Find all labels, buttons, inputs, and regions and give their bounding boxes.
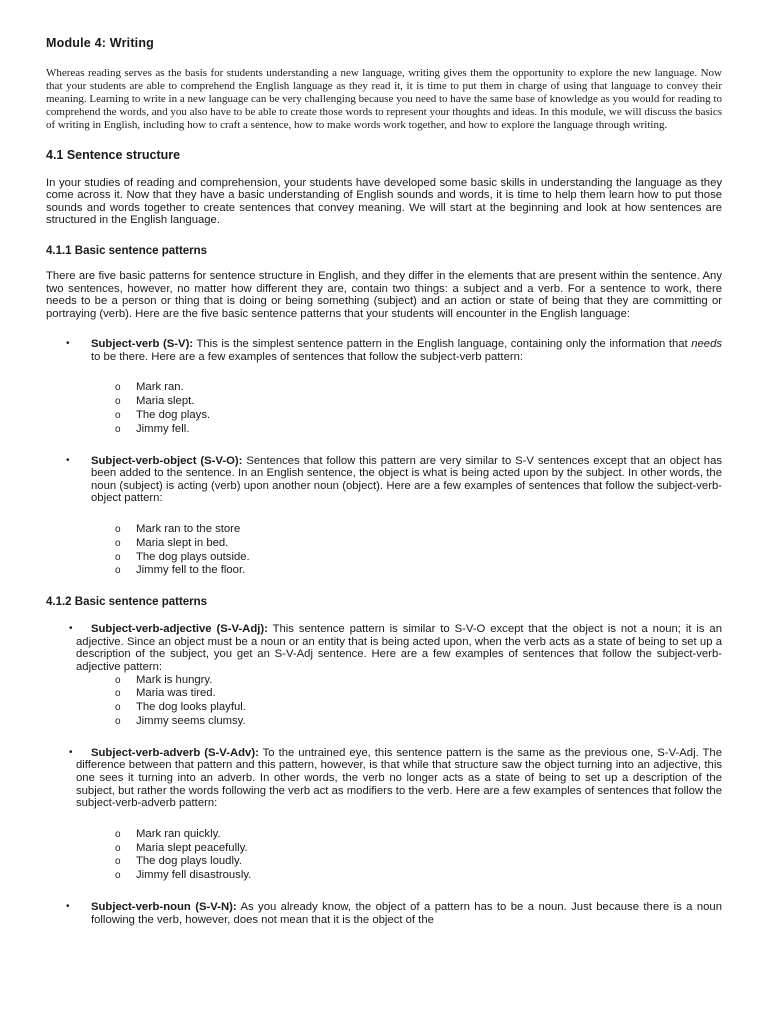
pattern-item-s-v-n	[46, 901, 722, 926]
example-item: o The dog looks playful.	[115, 701, 246, 714]
example-item: o Maria was tired.	[115, 687, 216, 700]
emphasis: needs	[691, 338, 722, 351]
circle-bullet-icon: o	[115, 382, 121, 394]
example-item: o The dog plays loudly.	[115, 855, 242, 868]
bullet-icon: •	[66, 454, 70, 466]
pattern-item-s-v	[46, 338, 722, 363]
example-item: o Jimmy seems clumsy.	[115, 714, 246, 727]
section-4-1-1-body: There are five basic patterns for sentence structure in English, and they differ in the elements that are present within the sentence. Any two sentences, however, no matter how different they are, contain two things: a subject and a verb. For a sentence to work, there needs to be a person or thing that is doing or being something (subject) and an action or state of being that they are committing or portraying (verb). Here are the five basic sentence patterns that your students will encounter in the English language:	[46, 269, 722, 320]
pattern-label: Subject-verb-adverb (S-V-Adv):	[91, 746, 259, 759]
example-item: o The dog plays.	[115, 409, 211, 422]
example-item: o Maria slept.	[115, 395, 195, 408]
pattern-label: Subject-verb-object (S-V-O):	[91, 454, 243, 467]
example-item: o Mark ran to the store	[115, 523, 241, 536]
pattern-text: Subject-verb-object (S-V-O): Sentences that follow this pattern are very similar to S-V sentences except that an object has been added to the sentence. In an English sentence, the object is what is being acted upon by the subject. In other words, the noun (subject) is acting (verb) upon another noun (object). Here are a few examples of sentences that follow the subject-verb-object pattern:	[91, 454, 723, 505]
circle-bullet-icon: o	[115, 674, 121, 686]
example-list-s-v-o	[46, 523, 722, 578]
bullet-icon: •	[69, 623, 73, 635]
example-item: o Jimmy fell.	[115, 422, 190, 435]
pattern-text: Subject-verb-noun (S-V-N): As you already know, the object of a pattern has to be a noun. Just because there is a noun following the verb, however, does not mean that it is the object of the	[91, 900, 722, 926]
section-heading-4-1-1: 4.1.1 Basic sentence patterns	[46, 244, 208, 257]
circle-bullet-icon: o	[115, 410, 121, 422]
example-list-s-v	[46, 381, 722, 436]
circle-bullet-icon: o	[115, 396, 121, 408]
example-list-s-v-adv	[46, 828, 722, 883]
circle-bullet-icon: o	[115, 688, 121, 700]
circle-bullet-icon: o	[115, 870, 121, 882]
example-item: o Jimmy fell to the floor.	[115, 564, 246, 577]
pattern-label: Subject-verb-noun (S-V-N):	[91, 900, 237, 913]
pattern-text: Subject-verb (S-V): This is the simplest sentence pattern in the English language, containing only the information that needs to be there. Here are a few examples of sentences that follow the subject-verb pattern:	[91, 338, 722, 363]
module-title: Module 4: Writing	[46, 36, 155, 50]
example-item: o Maria slept in bed.	[115, 536, 229, 549]
example-item: o Mark ran quickly.	[115, 827, 221, 840]
circle-bullet-icon: o	[115, 423, 121, 435]
pattern-text: Subject-verb-adverb (S-V-Adv): To the untrained eye, this sentence pattern is the same as the previous one, S-V-Adj. The difference between that pattern and this pattern, however, is that while that structure saw the object turning into an adjective, this one sees it turning into an adverb. In other words, the verb no longer acts as a state of being to set up a description of the subject, but rather the words following the verb act as modifiers to the verb. Here are a few examples of sentences that follow the subject-verb-adverb pattern:	[76, 746, 722, 810]
example-list-s-v-adj	[46, 674, 722, 729]
pattern-text: Subject-verb-adjective (S-V-Adj): This sentence pattern is similar to S-V-O except that the object is not a noun; it is an adjective. Since an object must be a noun or an entity that is being acted upon, when the verb acts as a state of being to set up a description of the subject, you get an S-V-Adj sentence. Here are a few examples of sentences that follow the subject-verb-adjective pattern:	[76, 623, 722, 673]
circle-bullet-icon: o	[115, 551, 121, 563]
circle-bullet-icon: o	[115, 537, 121, 549]
circle-bullet-icon: o	[115, 828, 121, 840]
example-item: o Mark is hungry.	[115, 673, 213, 686]
bullet-icon: •	[69, 746, 73, 758]
section-heading-4-1-2: 4.1.2 Basic sentence patterns	[46, 596, 208, 609]
section-heading-4-1: 4.1 Sentence structure	[46, 147, 181, 162]
bullet-icon: •	[66, 900, 70, 912]
pattern-label: Subject-verb-adjective (S-V-Adj):	[91, 623, 268, 636]
pattern-item-s-v-o	[46, 455, 722, 505]
circle-bullet-icon: o	[115, 715, 121, 727]
example-item: o The dog plays outside.	[115, 550, 250, 563]
intro-paragraph: Whereas reading serves as the basis for students understanding a new language, writing gives them the opportunity to explore the new language. Now that your students are able to comprehend the English language as they read it, it is time to put them in charge of using that language to convey their meaning. Learning to write in a new language can be very challenging because you need to have the same base of knowledge as you would for reading to comprehend the words, and you also have to be able to create those words to represent your thoughts and ideas. In this module, we will discuss the basics of writing in English, including how to craft a sentence, how to make words work together, and how to explore the language through writing.	[46, 67, 722, 131]
bullet-icon: •	[66, 338, 70, 350]
pattern-label: Subject-verb (S-V):	[91, 338, 194, 351]
circle-bullet-icon: o	[115, 524, 121, 536]
circle-bullet-icon: o	[115, 702, 121, 714]
pattern-item-s-v-adv	[46, 747, 722, 810]
circle-bullet-icon: o	[115, 856, 121, 868]
example-item: o Mark ran.	[115, 381, 184, 394]
example-item: o Maria slept peacefully.	[115, 841, 248, 854]
section-4-1-body: In your studies of reading and comprehension, your students have developed some basic skills in understanding the language as they come across it. Now that they have a basic understanding of English sounds and words, it is time to help them learn how to put those sounds and words together to create sentences that convey meaning. We will start at the beginning and look at how sentences are structured in the English language.	[46, 176, 722, 227]
circle-bullet-icon: o	[115, 565, 121, 577]
example-item: o Jimmy fell disastrously.	[115, 869, 252, 882]
pattern-item-s-v-adj	[46, 623, 722, 673]
circle-bullet-icon: o	[115, 842, 121, 854]
